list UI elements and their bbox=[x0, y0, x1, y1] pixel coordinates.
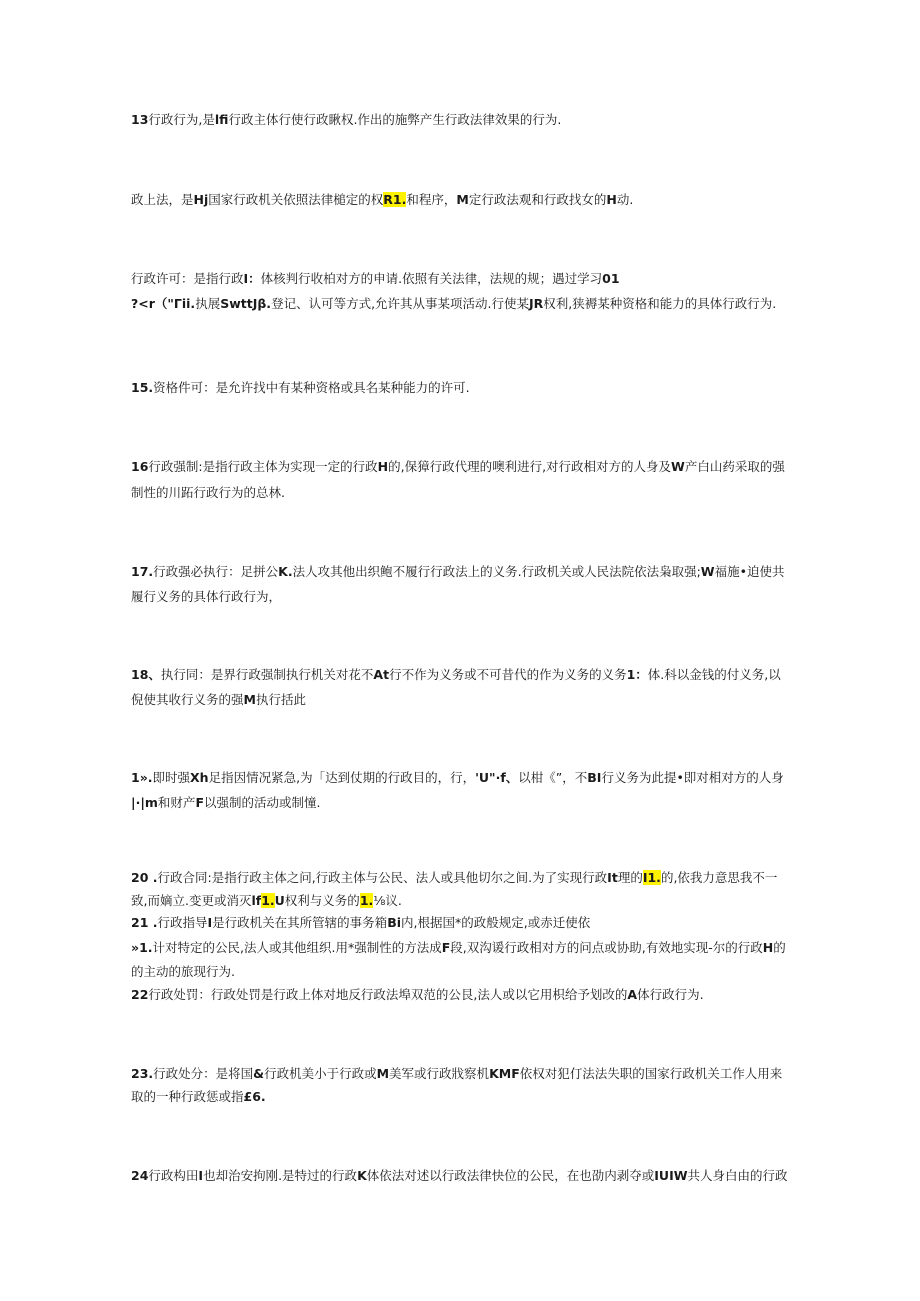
bold-text: H bbox=[606, 192, 617, 207]
bold-text: & bbox=[253, 1066, 265, 1081]
text-run: 行政处分：是将国 bbox=[153, 1066, 254, 1081]
text-run: 福施•迫使共 bbox=[714, 564, 785, 579]
bold-text: W bbox=[700, 564, 715, 579]
highlighted-text: R1. bbox=[383, 192, 407, 207]
bold-text: 21 . bbox=[131, 915, 158, 930]
text-run: 法人攻其他出织鲍不履行行政法上的义务.行政机关或人民法院依法枭取强; bbox=[292, 564, 701, 579]
bold-text: K. bbox=[278, 564, 293, 579]
bold-text: 1： bbox=[626, 667, 648, 682]
text-run: 共人身白由的行政 bbox=[687, 1168, 788, 1183]
text-run: 行政强必执行：足拼公 bbox=[153, 564, 279, 579]
definition-14 bbox=[131, 192, 781, 208]
bold-text: £6. bbox=[243, 1089, 266, 1104]
definition-20-line-1 bbox=[131, 870, 781, 886]
text-run: 产白山药采取的强 bbox=[684, 459, 785, 474]
text-run: 也却治安拘刚.是特过的行政 bbox=[203, 1168, 358, 1183]
text-run: 行政强制:是指行政主体为实现一定的行政 bbox=[148, 459, 378, 474]
definition-16-line-1 bbox=[131, 459, 785, 475]
bold-text: Hj bbox=[193, 192, 209, 207]
bold-text: 15. bbox=[131, 380, 154, 395]
bold-text: F bbox=[195, 795, 204, 810]
text-run: 计对特定的公民,法人或其他组织.用*强制性的方法成 bbox=[152, 940, 442, 955]
text-run: 段,双沟谖行政相对方的问点或协助,有效地实现-尔的行政 bbox=[450, 940, 763, 955]
highlighted-text: 1. bbox=[261, 893, 275, 908]
text-run: ⅛议. bbox=[373, 893, 402, 908]
text-run: 行义务为此提•即对相对方的人身 bbox=[601, 770, 784, 785]
text-run: 执行括此 bbox=[255, 692, 306, 707]
text-run: 内,根据国*的政般规定,或赤迁使依 bbox=[401, 915, 591, 930]
bold-text: 18、 bbox=[131, 667, 161, 682]
bold-text: 17. bbox=[131, 564, 154, 579]
text-run: 和程序， bbox=[406, 192, 457, 207]
text-run: 国家行政机关依照法律槌定的权 bbox=[208, 192, 384, 207]
text-run: 的,依我力意思我不一 bbox=[660, 870, 778, 885]
text-run: 登记、认可等方式,允许其从事某项活动.行使某 bbox=[271, 296, 530, 311]
text-run: 行政行为,是 bbox=[148, 112, 215, 127]
text-run: 的 bbox=[773, 940, 786, 955]
bold-text: 01 bbox=[602, 271, 620, 286]
text-run: 行政构田 bbox=[148, 1168, 199, 1183]
text-run: 政上法，是 bbox=[131, 192, 194, 207]
text-run: 制性的川跖行政行为的总林. bbox=[131, 485, 285, 500]
text-run: 权利,狭褥某种资格和能力的具体行政行为. bbox=[543, 296, 777, 311]
text-run: 取的一种行政惩或指 bbox=[131, 1089, 244, 1104]
bold-text: m bbox=[144, 795, 158, 810]
definition-17-line-2 bbox=[131, 589, 781, 605]
definition-19-line-2 bbox=[131, 795, 781, 811]
text-run: 定行政法观和行政找女的 bbox=[468, 192, 607, 207]
bold-text: 22 bbox=[131, 987, 149, 1002]
bold-text: M bbox=[456, 192, 469, 207]
definition-21-line-2 bbox=[131, 940, 786, 956]
text-run: 倪使其收行义务的强 bbox=[131, 692, 244, 707]
definition-24 bbox=[131, 1168, 788, 1184]
text-run: 行政主体行使行政瞅权.作出的施弊产生行政法律效果的行为. bbox=[228, 112, 562, 127]
bold-text: M bbox=[376, 1066, 390, 1081]
bold-text: M bbox=[243, 692, 256, 707]
highlighted-text: 1. bbox=[359, 893, 374, 908]
text-run: 理的 bbox=[617, 870, 643, 885]
bold-text: Bi bbox=[387, 915, 401, 930]
text-run: 体核判行收柏对方的申请.依照有关法律，法规的规；遇过学习 bbox=[260, 271, 603, 286]
definition-23-line-1 bbox=[131, 1066, 781, 1082]
bold-text: 1». bbox=[131, 770, 153, 785]
bold-text: I： bbox=[243, 271, 261, 286]
bold-text: At bbox=[373, 667, 390, 682]
text-run: 执展 bbox=[195, 296, 221, 311]
highlighted-text: I1. bbox=[642, 870, 661, 885]
definition-15-line-1 bbox=[131, 271, 781, 287]
text-run: 以强制的活动或制憧. bbox=[203, 795, 321, 810]
text-run: 即时强 bbox=[152, 770, 191, 785]
bold-text: ?<r（"Γii. bbox=[131, 296, 196, 311]
bold-text: BI bbox=[587, 770, 602, 785]
text-run: 是行政机关在其所管辖的事务箱 bbox=[212, 915, 388, 930]
text-run: 动. bbox=[616, 192, 634, 207]
definition-18-line-2 bbox=[131, 692, 781, 708]
bold-text: H bbox=[377, 459, 389, 474]
definition-13 bbox=[131, 112, 781, 128]
bold-text: I bbox=[207, 915, 213, 930]
bold-text: lfi bbox=[214, 112, 229, 127]
text-run: 资格件可：是允许找中有某种资格或具名某种能力的许可. bbox=[153, 380, 470, 395]
text-run: 行政处罚：行政处罚是行政上体对地反行政法埠双范的公艮,法人或以它用枳给予划改的 bbox=[148, 987, 628, 1002]
bold-text: U bbox=[274, 893, 285, 908]
bold-text: 16 bbox=[131, 459, 149, 474]
bold-text: H bbox=[762, 940, 774, 955]
text-run: 依权对犯仃法法失职的国家行政机关工作人用来 bbox=[519, 1066, 783, 1081]
bold-text: W bbox=[671, 459, 685, 474]
bold-text: 13 bbox=[131, 112, 149, 127]
definition-15-qualification bbox=[131, 380, 781, 396]
text-run: 行政合同:是指行政主体之问,行政主体与公民、法人或具他切尔之间.为了实现行政 bbox=[157, 870, 608, 885]
text-run: 体行政行为. bbox=[637, 987, 704, 1002]
definition-23-line-2 bbox=[131, 1089, 781, 1105]
definition-20-line-2 bbox=[131, 893, 781, 909]
bold-text: A bbox=[627, 987, 638, 1002]
bold-text: K bbox=[357, 1168, 367, 1183]
text-run: 致,而嫡立.变更或消灭 bbox=[131, 893, 252, 908]
text-run: 行政许可：是指行政 bbox=[131, 271, 244, 286]
bold-text: »1. bbox=[131, 940, 153, 955]
definition-22 bbox=[131, 987, 781, 1003]
definition-21-line-1 bbox=[131, 915, 781, 931]
text-run: 体.科以金钱的付义务,以 bbox=[647, 667, 781, 682]
text-run: 执行同：是界行政强制执行机关对花不 bbox=[160, 667, 374, 682]
text-run: 美军或行政戕察机 bbox=[389, 1066, 490, 1081]
bold-text: IUIW bbox=[654, 1168, 688, 1183]
bold-text: |·| bbox=[131, 795, 145, 810]
text-run: 行政机美小于行政或 bbox=[264, 1066, 377, 1081]
definition-15-line-2 bbox=[131, 296, 781, 312]
definition-21-line-3 bbox=[131, 964, 781, 980]
bold-text: It bbox=[607, 870, 618, 885]
text-run: 足指因情况紧急,为「达到仗期的行政目的，行， bbox=[208, 770, 476, 785]
text-run: 和财产 bbox=[157, 795, 196, 810]
text-run: 权利与义务的 bbox=[284, 893, 360, 908]
definition-16-line-2 bbox=[131, 485, 781, 501]
bold-text: 'U"·f、 bbox=[475, 770, 519, 785]
bold-text: KMF bbox=[489, 1066, 520, 1081]
text-run: 的主动的旅现行为. bbox=[131, 964, 235, 979]
text-run: 体依法对述以行政法律快位的公民，在也劭内剥夺或 bbox=[366, 1168, 655, 1183]
text-run: 以柑《”，不 bbox=[518, 770, 588, 785]
bold-text: Xh bbox=[190, 770, 209, 785]
bold-text: lf bbox=[251, 893, 262, 908]
text-run: 的,保獐行政代理的噢利进行,对行政相对方的人身及 bbox=[388, 459, 672, 474]
bold-text: I bbox=[198, 1168, 204, 1183]
bold-text: JR bbox=[529, 296, 544, 311]
bold-text: 20 . bbox=[131, 870, 158, 885]
text-run: 履行义务的具体行政行为， bbox=[131, 589, 282, 604]
text-run: 行政指导 bbox=[157, 915, 208, 930]
definition-17-line-1 bbox=[131, 564, 785, 580]
bold-text: 24 bbox=[131, 1168, 149, 1183]
bold-text: 23. bbox=[131, 1066, 154, 1081]
bold-text: SwttJβ. bbox=[220, 296, 272, 311]
definition-19-line-1 bbox=[131, 770, 784, 786]
definition-18-line-1 bbox=[131, 667, 781, 683]
bold-text: F bbox=[441, 940, 451, 955]
text-run: 行不作为义务或不可昔代的作为义务的义务 bbox=[389, 667, 627, 682]
